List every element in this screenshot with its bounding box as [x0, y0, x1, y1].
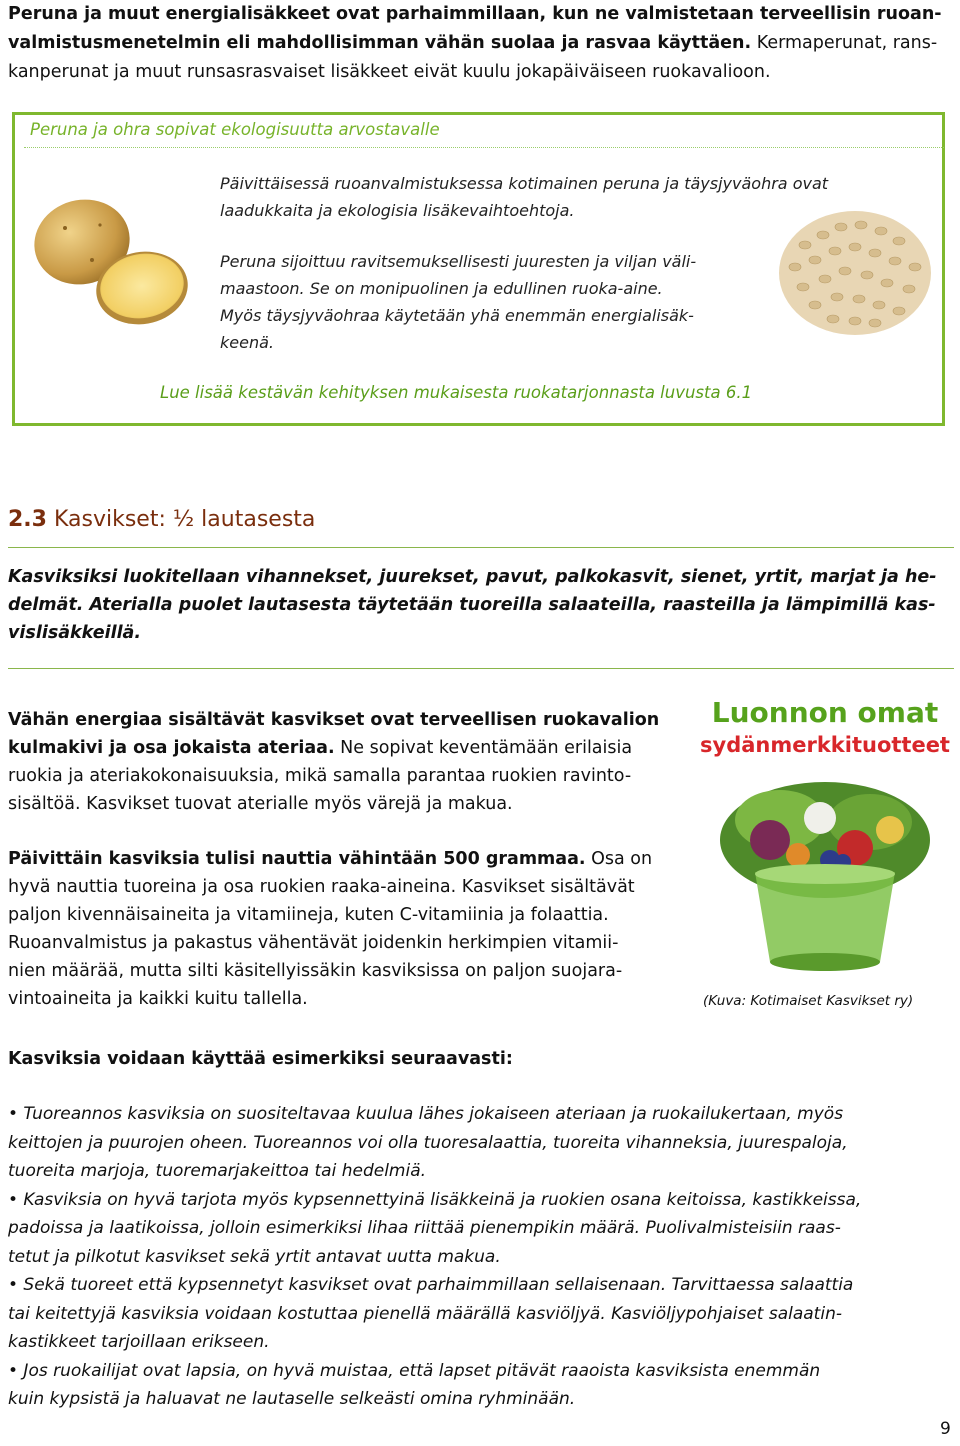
info-box-title: Peruna ja ohra sopivat ekologisuutta arvostavalle — [30, 120, 440, 139]
list-item-line: • Tuoreannos kasviksia on suositeltavaa kuulua lähes jokaiseen ateriaan ja ruokailukertaan, myös — [8, 1104, 844, 1124]
para2-line-5: nien määrää, mutta silti käsitellyissäkin kasviksissa on paljon suojara- — [8, 961, 623, 981]
para1-line-2-normal: Ne sopivat keventämään erilaisia — [334, 738, 633, 758]
info-box-p2-line-3: Myös täysjyväohraa käytetään yhä enemmän energialisäk- — [220, 306, 694, 325]
intro-line-1: Peruna ja muut energialisäkkeet ovat parhaimmillaan, kun ne valmistetaan terveellisin ruoan- — [8, 4, 942, 24]
para1-line-2-bold: kulmakivi ja osa jokaista ateriaa. — [8, 738, 335, 758]
lead-line-2: delmät. Aterialla puolet lautasesta täytetään tuoreilla salaateilla, raasteilla ja lämpimillä kas- — [8, 595, 936, 615]
para1-line-4: sisältöä. Kasvikset tuovat aterialle myös värejä ja makua. — [8, 794, 513, 814]
intro-line-2-normal: Kermaperunat, rans- — [751, 33, 938, 53]
list-item-line: • Sekä tuoreet että kypsennetyt kasvikset ovat parhaimmillaan sellaisenaan. Tarvittaessa salaattia — [8, 1275, 854, 1295]
para1-line-3: ruokia ja ateriakokonaisuuksia, mikä samalla parantaa ruokien ravinto- — [8, 766, 632, 786]
ad-subtitle: sydänmerkkituotteet — [700, 733, 950, 757]
info-box-p2-line-1: Peruna sijoittuu ravitsemuksellisesti juuresten ja viljan väli- — [220, 252, 697, 271]
para2-line-6: vintoaineita ja kaikki kuitu tallella. — [8, 989, 308, 1009]
paragraph-2 — [8, 845, 688, 1013]
vegetable-ad-image — [700, 690, 950, 980]
section-rule-bottom — [8, 668, 954, 669]
examples-list — [8, 1100, 952, 1414]
lead-line-1: Kasviksiksi luokitellaan vihannekset, juurekset, pavut, palkokasvit, sienet, yrtit, marjat ja he- — [8, 567, 937, 587]
list-item-line: • Jos ruokailijat ovat lapsia, on hyvä muistaa, että lapset pitävät raaoista kasviksista enemmän — [8, 1360, 821, 1381]
section-heading — [8, 507, 315, 532]
section-rule-top — [8, 547, 954, 548]
info-box-title-end — [942, 116, 945, 146]
info-box-p2-line-4: keenä. — [220, 333, 274, 352]
para2-line-1-bold: Päivittäin kasviksia tulisi nauttia vähintään 500 grammaa. — [8, 849, 586, 869]
list-item-line: tuoreita marjoja, tuoremarjakeittoa tai hedelmiä. — [8, 1161, 427, 1181]
info-box-p2-line-2: maastoon. Se on monipuolinen ja edullinen ruoka-aine. — [220, 279, 663, 298]
barley-grains-image — [775, 205, 935, 340]
read-more-link[interactable]: Lue lisää kestävän kehityksen mukaisesta ruokatarjonnasta luvusta 6.1 — [160, 383, 753, 402]
info-box-paragraph-1 — [220, 170, 828, 224]
ad-title: Luonnon omat — [711, 696, 939, 729]
section-lead — [8, 563, 952, 647]
ad-image-caption: (Kuva: Kotimaiset Kasvikset ry) — [703, 993, 914, 1009]
intro-line-2-bold: valmistusmenetelmin eli mahdollisimman vähän suolaa ja rasvaa käyttäen. — [8, 33, 752, 53]
info-box-title-divider — [24, 147, 944, 148]
para2-line-2: hyvä nauttia tuoreina ja osa ruokien raaka-aineina. Kasvikset sisältävät — [8, 877, 635, 897]
potato-image — [30, 180, 200, 335]
list-item — [8, 1100, 952, 1186]
intro-paragraph — [8, 0, 952, 87]
list-item — [8, 1271, 952, 1357]
section-title: Kasvikset: ½ lautasesta — [46, 507, 316, 532]
info-box-p1-line-1: Päivittäisessä ruoanvalmistuksessa kotimainen peruna ja täysjyväohra ovat — [220, 174, 829, 193]
para2-line-1-normal: Osa on — [585, 849, 653, 869]
para2-line-4: Ruoanvalmistus ja pakastus vähentävät joidenkin herkimpien vitamii- — [8, 933, 619, 953]
para2-line-3: paljon kivennäisaineita ja vitamiineja, kuten C-vitamiinia ja folaattia. — [8, 905, 609, 925]
list-item-line: kastikkeet tarjoillaan erikseen. — [8, 1332, 270, 1352]
lead-line-3: vislisäkkeillä. — [8, 623, 142, 643]
list-item-line: keittojen ja puurojen oheen. Tuoreannos voi olla tuoresalaattia, tuoreita vihanneksia, juurespaloja, — [8, 1132, 848, 1153]
list-item — [8, 1357, 952, 1414]
section-number: 2.3 — [8, 507, 47, 532]
list-item-line: tai keitettyjä kasviksia voidaan kostuttaa pienellä määrällä kasviöljyä. Kasviöljypohjaiset salaatin- — [8, 1303, 842, 1324]
list-item-line: kuin kypsistä ja haluavat ne lautaselle selkeästi omina ryhminään. — [8, 1389, 576, 1409]
info-box-paragraph-2 — [220, 248, 696, 356]
list-item-line: tetut ja pilkotut kasvikset sekä yrtit antavat uutta makua. — [8, 1246, 501, 1267]
info-box-p1-line-2: laadukkaita ja ekologisia lisäkevaihtoehtoja. — [220, 201, 575, 220]
paragraph-1 — [8, 706, 688, 818]
page-number: 9 — [940, 1419, 951, 1439]
examples-heading: Kasviksia voidaan käyttää esimerkiksi seuraavasti: — [8, 1049, 513, 1069]
list-item — [8, 1186, 952, 1272]
para1-line-1: Vähän energiaa sisältävät kasvikset ovat terveellisen ruokavalion — [8, 710, 660, 730]
intro-line-3: kanperunat ja muut runsasrasvaiset lisäkkeet eivät kuulu jokapäiväiseen ruokavalioon. — [8, 62, 771, 82]
list-item-line: padoissa ja laatikoissa, jolloin esimerkiksi lihaa riittää pienempikin määrä. Puolivalmisteisiin raas- — [8, 1218, 841, 1238]
list-item-line: • Kasviksia on hyvä tarjota myös kypsennettyinä lisäkkeinä ja ruokien osana keitoissa, kastikkeissa, — [8, 1189, 862, 1210]
